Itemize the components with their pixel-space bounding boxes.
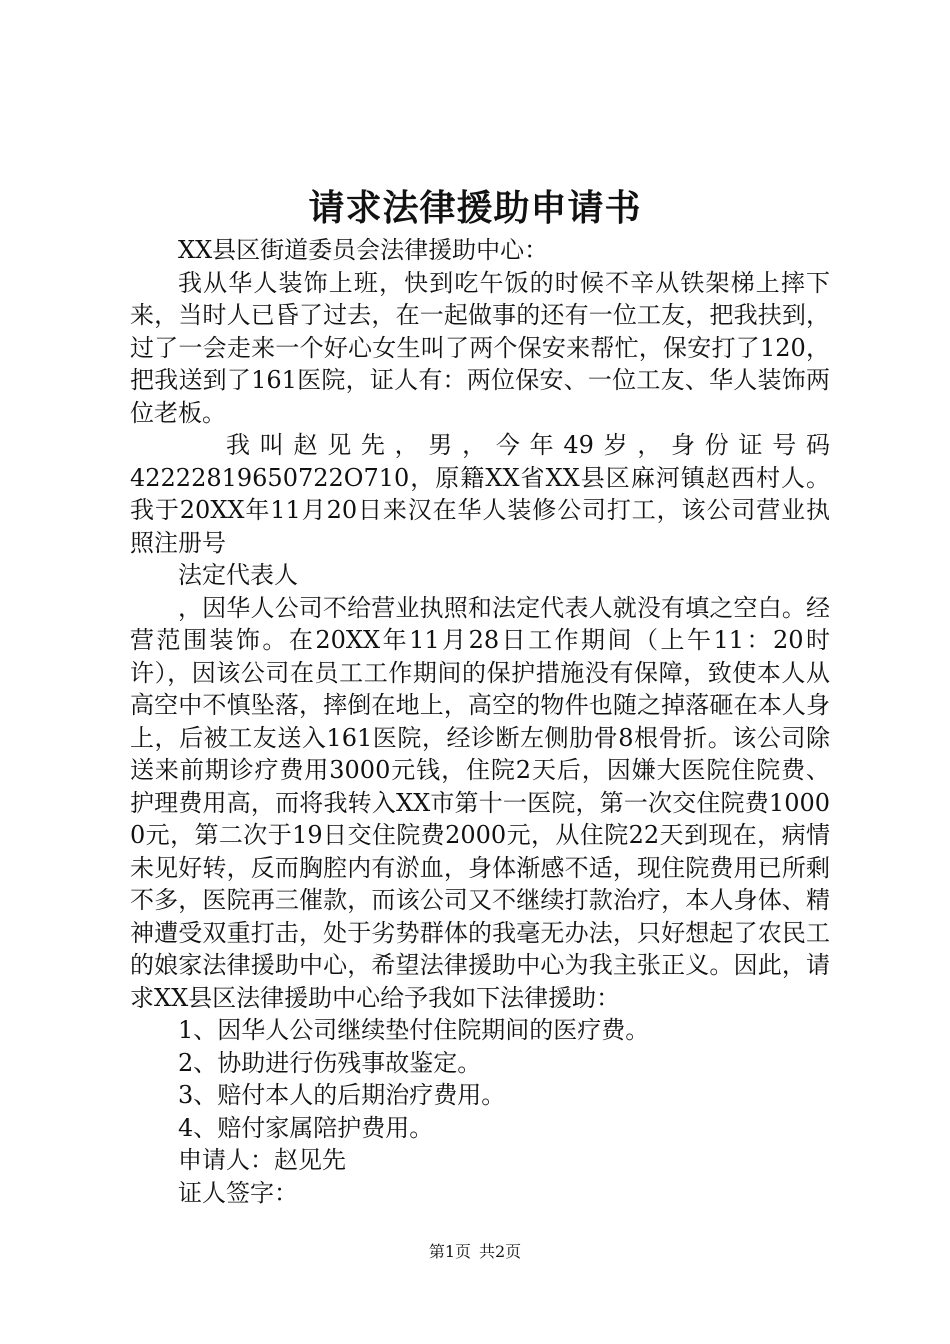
page-number-total: 共2页 [479,1242,522,1261]
request-item-1: 1、因华人公司继续垫付住院期间的医疗费。 [178,1016,650,1044]
addressee-line: XX县区街道委员会法律援助中心： [178,236,549,264]
request-item-3: 3、赔付本人的后期治疗费用。 [178,1081,506,1109]
witness-signature-line: 证人签字： [178,1178,298,1207]
applicant-signature-line: 申请人：赵见先 [178,1146,346,1174]
applicant-identity-paragraph: 42222819650722O710，原籍XX省XX县区麻河镇赵西村人。我于20XX年11月20日来汉在华人装修公司打工，该公司营业执照注册号 [130,463,830,557]
page-number-current: 第1页 [428,1242,471,1261]
request-item-4: 4、赔付家属陪护费用。 [178,1113,434,1142]
incident-details-paragraph: ，因华人公司不给营业执照和法定代表人就没有填之空白。经营范围装饰。在20XX年11月28日工作期间（上午11：20时许），因该公司在员工工作期间的保护措施没有保障，致使本人从高空中不慎坠落，摔倒在地上，高空的物件也随之掉落砸在本人身上，后被工友送入161医院，经诊断左侧肋骨8根骨折。该公司除送来前期诊疗费用3000元钱，住院2天后，因嫌大医院住院费、护理费用高，而将我转入XX市第十一医院，第一次交住院费10000元，第二次于19日交住院费2000元，从住院22天到现在，病情未见好转，反而胸腔内有淤血，身体渐感不适，现住院费用已所剩不多，医院再三催款，而该公司又不继续打款治疗，本人身体、精神遭受双重打击，处于劣势群体的我毫无办法，只好想起了农民工的娘家法律援助中心，希望法律援助中心为我主张正义。因此，请求XX县区法律援助中心给予我如下法律援助： [130,593,830,1012]
document-body [130,234,830,1209]
document-title: 请求法律援助申请书 [308,187,642,229]
legal-representative-line: 法定代表人 [178,561,298,589]
request-item-2: 2、协助进行伤残事故鉴定。 [178,1048,482,1077]
accident-description-paragraph: 我从华人装饰上班，快到吃午饭的时候不辛从铁架梯上摔下来，当时人已昏了过去，在一起做事的还有一位工友，把我扶到，过了一会走来一个好心女生叫了两个保安来帮忙，保安打了120，把我送到了161医院，证人有：两位保安、一位工友、华人装饰两位老板。 [130,268,830,427]
applicant-intro-line: 我叫赵见先，男，今年49岁，身份证号码 [226,431,830,459]
page-footer [0,1240,950,1264]
